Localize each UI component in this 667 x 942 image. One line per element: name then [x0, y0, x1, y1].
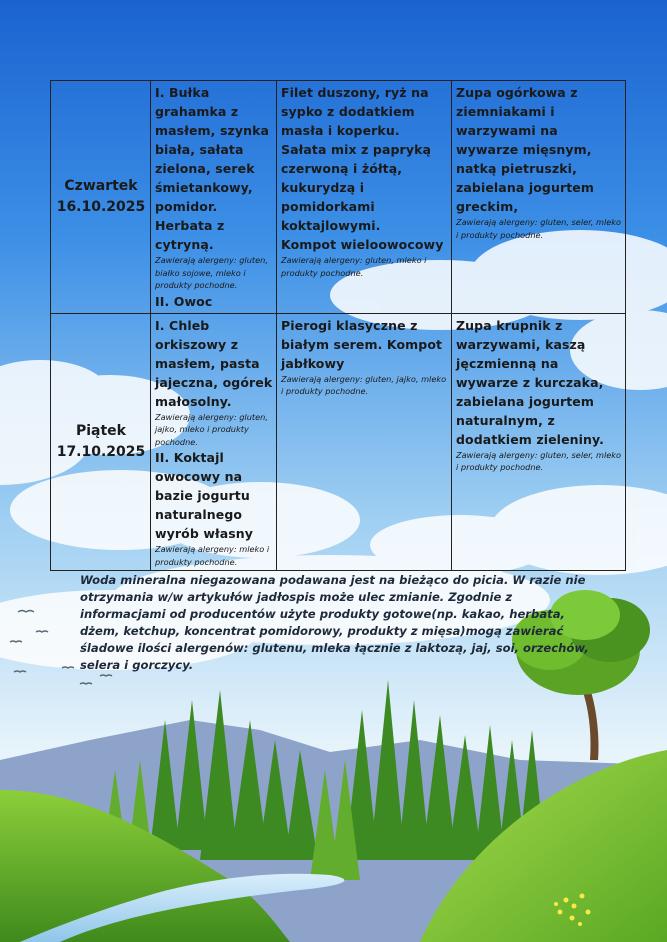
- allergens-note: Zawierają alergeny: gluten, seler, mleko i produkty pochodne.: [456, 217, 622, 240]
- day-date: 16.10.2025: [56, 198, 146, 215]
- day-name: Czwartek: [64, 177, 138, 194]
- soup-cell: [452, 81, 626, 314]
- footer-note: Woda mineralna niegazowana podawana jest na bieżąco do picia. W razie nie otrzymania w/w artykułów jadłospis może ulec zmianie. Zgodnie z informacjami od producentów użyte produkty gotowe(np. kakao, herbata, dżem, ketchup, koncentrat pomidorowy, produkty z mięsa)mogą zawierać śladowe ilości alergenów: glutenu, mleka łącznie z laktozą, jaj, soi, orzechów, selera i gorczycy.: [80, 573, 589, 672]
- day-date: 17.10.2025: [56, 443, 146, 460]
- day-name: Piątek: [75, 422, 126, 439]
- breakfast-text: I. Bułka grahamka z masłem, szynka biała, sałata zielona, serek śmietankowy, pomidor. Herbata z cytryną.: [155, 85, 270, 252]
- second-breakfast-text: II. Owoc: [155, 293, 213, 309]
- menu-table: [50, 80, 626, 571]
- allergens-note: Zawierają alergeny: gluten, białko sojowe, mleko i produkty pochodne.: [155, 255, 268, 290]
- allergens-note: Zawierają alergeny: gluten, seler, mleko i produkty pochodne.: [456, 449, 622, 472]
- lunch-cell: [277, 81, 452, 314]
- allergens-note: Zawierają alergeny: gluten, mleko i produkty pochodne.: [281, 255, 427, 278]
- lunch-cell: [277, 313, 452, 571]
- soup-text: Zupa krupnik z warzywami, kaszą jęczmienną na wywarze z kurczaka, zabielana jogurtem naturalnym, z dodatkiem zieleniny.: [456, 317, 604, 447]
- lunch-drink: Kompot wieloowocowy: [281, 237, 444, 252]
- lunch-text: Pierogi klasyczne z białym serem. Kompot jabłkowy: [281, 317, 443, 371]
- day-cell: [51, 81, 151, 314]
- breakfast-cell: [151, 81, 277, 314]
- table-row: [51, 81, 626, 314]
- day-cell: [51, 313, 151, 571]
- soup-cell: [452, 313, 626, 571]
- lunch-text: Filet duszony, ryż na sypko z dodatkiem masła i koperku. Sałata mix z papryką czerwoną i żółtą, kukurydzą i pomidorkami koktajlowymi.: [281, 85, 432, 233]
- soup-text: Zupa ogórkowa z ziemniakami i warzywami na wywarze mięsnym, natką pietruszki, zabielana jogurtem greckim,: [456, 85, 594, 214]
- allergens-note: Zawierają alergeny: gluten, jajko, mleko i produkty pochodne.: [155, 411, 268, 447]
- allergens-note: Zawierają alergeny: mleko i produkty pochodne.: [155, 544, 270, 567]
- allergens-note: Zawierają alergeny: gluten, jajko, mleko i produkty pochodne.: [281, 373, 447, 396]
- table-row: [51, 313, 626, 571]
- breakfast-text: I. Chleb orkiszowy z masłem, pasta jajeczna, ogórek małosolny.: [155, 317, 273, 409]
- breakfast-cell: [151, 313, 277, 571]
- second-breakfast-text: II. Koktajl owocowy na bazie jogurtu naturalnego wyrób własny: [155, 450, 254, 541]
